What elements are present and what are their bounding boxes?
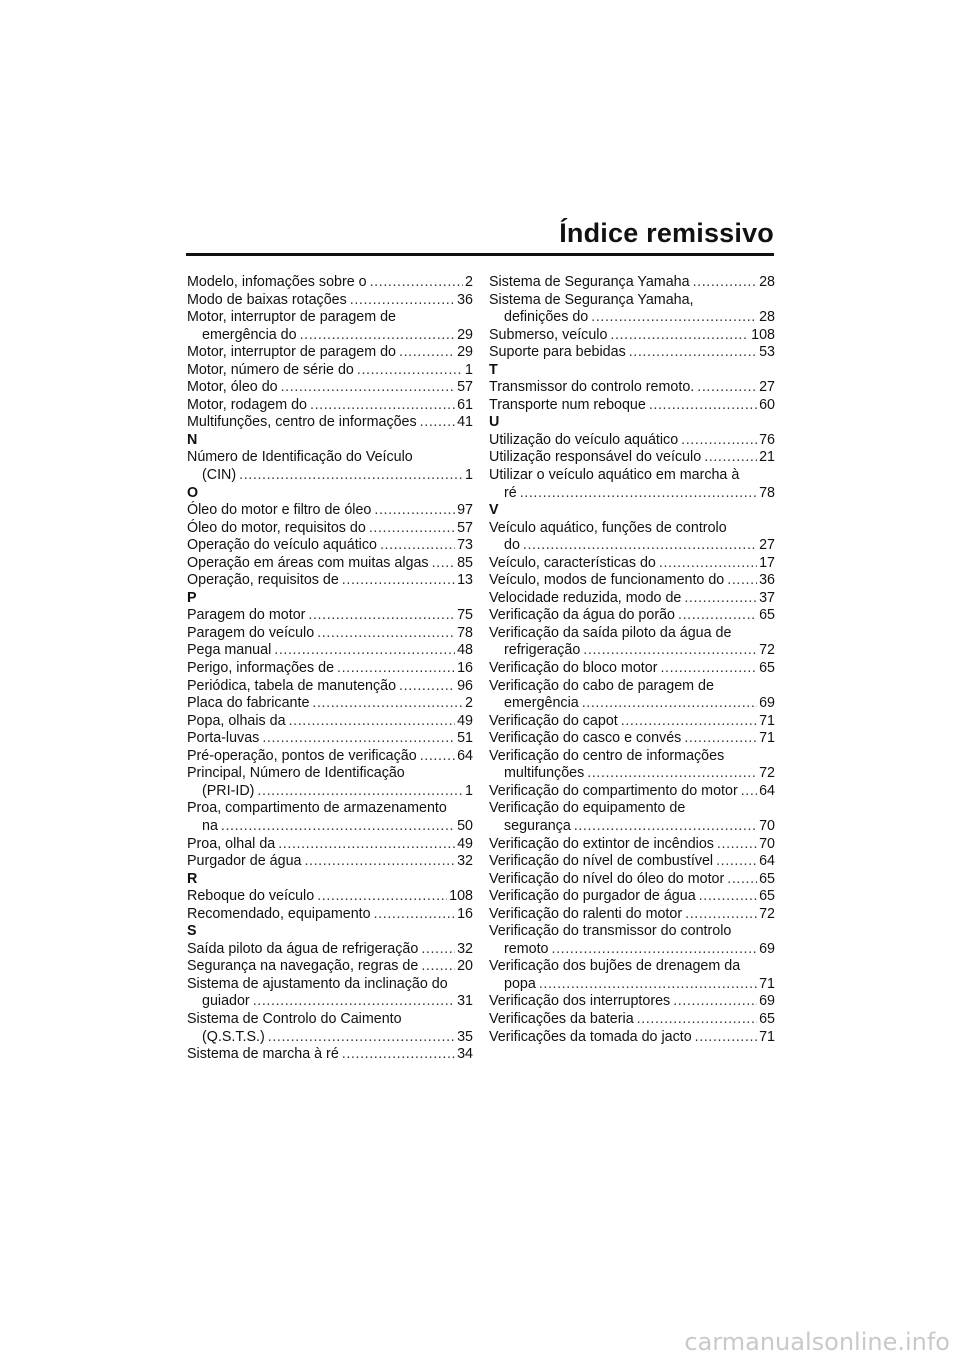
dot-leader (300, 327, 456, 345)
index-entry-text: Verificação do nível de combustível (489, 853, 714, 870)
dot-leader (374, 502, 455, 520)
dot-leader (552, 941, 758, 959)
index-entry (187, 344, 473, 362)
index-entry-page: 69 (759, 695, 775, 712)
index-entry-page: 53 (759, 344, 775, 361)
index-entry-page: 69 (759, 993, 775, 1010)
dot-leader (342, 572, 455, 590)
index-entry-text: definições do (504, 309, 589, 326)
dot-leader (693, 274, 758, 292)
dot-leader (520, 485, 757, 503)
index-letter-heading: S (187, 923, 197, 940)
index-entry (489, 765, 775, 783)
index-entry-text: (CIN) (202, 467, 237, 484)
index-entry-text: Motor, rodagem do (187, 396, 308, 413)
index-entry (489, 906, 775, 924)
index-entry-text: emergência do (202, 326, 297, 343)
page-title: Índice remissivo (559, 218, 774, 248)
dot-leader (421, 941, 455, 959)
index-entry-text: (Q.S.T.S.) (202, 1028, 265, 1045)
index-entry-page: 71 (759, 712, 775, 729)
index-entry-line: Principal, Número de Identificação (187, 765, 405, 782)
index-entry-line: Verificação dos bujões de drenagem da (489, 958, 741, 975)
index-entry-text: Verificação do nível do óleo do motor (489, 870, 725, 887)
index-entry-line: Sistema de ajustamento da inclinação do (187, 975, 448, 992)
dot-leader (716, 853, 757, 871)
index-entry-text: Veículo, características do (489, 554, 656, 571)
index-entry-text: Verificação do ralenti do motor (489, 905, 683, 922)
index-entry-text: Verificações da bateria (489, 1010, 634, 1027)
index-entry-text: remoto (504, 940, 549, 957)
index-entry-text: Verificação do compartimento do motor (489, 782, 738, 799)
index-entry (187, 379, 473, 397)
index-entry (187, 1046, 473, 1064)
index-entry (489, 713, 775, 731)
index-entry-page: 16 (457, 660, 473, 677)
dot-leader (685, 906, 757, 924)
index-entry-page: 1 (465, 467, 473, 484)
dot-leader (704, 449, 757, 467)
index-letter-heading: U (489, 414, 500, 431)
dot-leader (342, 1046, 455, 1064)
index-entry-page: 34 (457, 1046, 473, 1063)
index-entry (489, 1029, 775, 1047)
index-entry-text: Verificação do bloco motor (489, 660, 658, 677)
index-entry-text: Sistema de Segurança Yamaha (489, 274, 690, 290)
dot-leader (310, 397, 455, 415)
index-entry-text: Saída piloto da água de refrigeração (187, 940, 419, 957)
index-entry (489, 1011, 775, 1029)
index-entry-text: refrigeração (504, 642, 581, 659)
dot-leader (421, 958, 455, 976)
dot-leader (317, 625, 455, 643)
index-entry-page: 96 (457, 677, 473, 694)
index-entry (489, 432, 775, 450)
index-entry-text: Transmissor do controlo remoto. (489, 379, 695, 396)
index-entry-page: 2 (465, 274, 473, 290)
index-entry-page: 1 (465, 361, 473, 378)
dot-leader (278, 836, 455, 854)
index-entry (187, 397, 473, 415)
index-entry-text: Modelo, infomações sobre o (187, 274, 367, 290)
index-entry-page: 78 (457, 624, 473, 641)
index-entry-page: 69 (759, 940, 775, 957)
dot-leader (262, 730, 455, 748)
index-entry-text: Veículo, modos de funcionamento do (489, 572, 725, 589)
index-entry-text: Óleo do motor e filtro de óleo (187, 502, 372, 519)
index-entry-line: Motor, interruptor de paragem de (187, 309, 397, 326)
index-entry-text: Motor, interruptor de paragem do (187, 344, 397, 361)
dot-leader (281, 379, 455, 397)
index-entry-page: 35 (457, 1028, 473, 1045)
dot-leader (681, 432, 757, 450)
index-entry (489, 695, 775, 713)
dot-leader (539, 976, 757, 994)
index-entry (187, 537, 473, 555)
index-entry-text: Recomendado, equipamento (187, 905, 371, 922)
index-entry (187, 941, 473, 959)
index-entry (489, 344, 775, 362)
index-entry-page: 65 (759, 660, 775, 677)
index-entry (489, 607, 775, 625)
index-entry-page: 71 (759, 975, 775, 992)
index-entry (489, 818, 775, 836)
index-entry-text: Porta-luvas (187, 730, 260, 747)
dot-leader (582, 695, 757, 713)
dot-leader (574, 818, 757, 836)
watermark: carmanualsonline.info (684, 1328, 950, 1356)
index-entry-text: Verificação dos interruptores (489, 993, 671, 1010)
index-entry-text: Motor, número de série do (187, 361, 354, 378)
index-entry-text: Verificações da tomada do jacto (489, 1028, 692, 1045)
index-entry-page: 70 (759, 817, 775, 834)
index-entry-line: Veículo aquático, funções de controlo (489, 519, 727, 536)
index-entry (187, 853, 473, 871)
dot-leader (289, 713, 456, 731)
index-entry-text: Popa, olhais da (187, 712, 286, 729)
index-entry-line: Proa, compartimento de armazenamento (187, 800, 447, 817)
index-entry (489, 941, 775, 959)
index-entry-text: Purgador de água (187, 853, 302, 870)
index-entry-text: Pré-operação, pontos de verificação (187, 747, 417, 764)
index-entry-page: 51 (457, 730, 473, 747)
index-entry (489, 993, 775, 1011)
index-entry-line: Verificação da saída piloto da água de (489, 624, 732, 641)
index-entry-page: 85 (457, 554, 473, 571)
index-entry-page: 60 (759, 396, 775, 413)
index-entry-page: 29 (457, 344, 473, 361)
index-entry-page: 73 (457, 537, 473, 554)
index-entry-page: 57 (457, 519, 473, 536)
index-entry-text: Operação em áreas com muitas algas (187, 554, 429, 571)
index-entry-page: 70 (759, 835, 775, 852)
dot-leader (380, 537, 455, 555)
dot-leader (684, 590, 757, 608)
dot-leader (621, 713, 757, 731)
dot-leader (420, 414, 455, 432)
index-entry-text: popa (504, 975, 536, 992)
index-entry (187, 414, 473, 432)
dot-leader (239, 467, 463, 485)
index-entry-page: 71 (759, 1028, 775, 1045)
index-entry-page: 17 (759, 554, 775, 571)
index-entry-text: emergência (504, 695, 579, 712)
dot-leader (678, 607, 757, 625)
index-entry (187, 730, 473, 748)
index-entry-page: 49 (457, 712, 473, 729)
index-entry-page: 108 (449, 888, 473, 905)
index-entry-text: Verificação do capot (489, 712, 618, 729)
dot-leader (684, 730, 757, 748)
index-entry-page: 32 (457, 940, 473, 957)
index-entry-text: Verificação do casco e convés (489, 730, 682, 747)
index-entry-text: Modo de baixas rotações (187, 291, 347, 308)
dot-leader (253, 993, 455, 1011)
index-entry-page: 29 (457, 326, 473, 343)
dot-leader (727, 572, 757, 590)
dot-leader (660, 660, 757, 678)
index-entry-page: 64 (759, 782, 775, 799)
dot-leader (399, 678, 455, 696)
index-entry-text: (PRI-ID) (202, 782, 255, 799)
dot-leader (649, 397, 757, 415)
index-entry-page: 21 (759, 449, 775, 466)
index-entry (489, 783, 775, 801)
dot-leader (727, 871, 757, 889)
title-rule (186, 253, 774, 256)
index-entry-page: 16 (457, 905, 473, 922)
dot-leader (350, 292, 455, 310)
index-entry-page: 72 (759, 905, 775, 922)
index-entry (489, 642, 775, 660)
dot-leader (587, 765, 757, 783)
index-entry-text: Reboque do veículo (187, 888, 315, 905)
index-entry-text: do (504, 537, 520, 554)
index-entry-text: Paragem do veículo (187, 624, 315, 641)
index-entry-page: 65 (759, 607, 775, 624)
index-entry (187, 625, 473, 643)
index-entry-page: 97 (457, 502, 473, 519)
index-entry (187, 783, 473, 801)
index-entry (489, 590, 775, 608)
index-entry-text: Verificação do purgador de água (489, 888, 696, 905)
dot-leader (257, 783, 463, 801)
dot-leader (637, 1011, 757, 1029)
dot-leader (583, 642, 757, 660)
index-entry (489, 327, 775, 345)
index-entry-page: 13 (457, 572, 473, 589)
index-entry-line: Verificação do centro de informações (489, 747, 725, 764)
index-letter-heading: P (187, 589, 197, 606)
index-entry-text: Transporte num reboque (489, 396, 646, 413)
dot-leader (374, 906, 455, 924)
index-entry-text: Suporte para bebidas (489, 344, 626, 361)
index-entry-page: 108 (751, 326, 775, 343)
index-letter-heading: N (187, 431, 198, 448)
index-entry-text: Verificação do extintor de incêndios (489, 835, 714, 852)
index-entry (187, 958, 473, 976)
index-entry-text: Operação, requisitos de (187, 572, 339, 589)
index-entry (187, 502, 473, 520)
index-entry-page: 72 (759, 642, 775, 659)
dot-leader (221, 818, 455, 836)
index-entry (489, 730, 775, 748)
index-entry-line: Número de Identificação do Veículo (187, 449, 413, 466)
index-entry (187, 906, 473, 924)
index-letter-heading: O (187, 484, 199, 501)
index-entry-page: 36 (457, 291, 473, 308)
index-entry (489, 976, 775, 994)
index-entry (489, 888, 775, 906)
index-entry-text: Paragem do motor (187, 607, 306, 624)
dot-leader (312, 695, 463, 713)
index-letter-heading: R (187, 870, 198, 887)
index-entry-page: 49 (457, 835, 473, 852)
index-entry-text: Óleo do motor, requisitos do (187, 519, 366, 536)
index-entry-page: 76 (759, 431, 775, 448)
index-entry-text: segurança (504, 817, 571, 834)
index-entry (489, 555, 775, 573)
dot-leader (673, 993, 757, 1011)
index-entry-page: 27 (759, 379, 775, 396)
index-letter-heading: T (489, 361, 498, 378)
index-entry-line: Verificação do transmissor do controlo (489, 923, 732, 940)
index-entry-text: Operação do veículo aquático (187, 537, 377, 554)
index-entry-page: 36 (759, 572, 775, 589)
index-entry-page: 28 (759, 309, 775, 326)
dot-leader (717, 836, 757, 854)
dot-leader (399, 344, 455, 362)
index-entry-page: 61 (457, 396, 473, 413)
index-entry-text: Utilização do veículo aquático (489, 431, 679, 448)
index-entry-page: 28 (759, 274, 775, 290)
index-entry-text: Submerso, veículo (489, 326, 608, 343)
index-entry-text: Sistema de marcha à ré (187, 1046, 339, 1063)
dot-leader (591, 309, 757, 327)
index-entry (187, 607, 473, 625)
index-entry-text: Multifunções, centro de informações (187, 414, 417, 431)
dot-leader (274, 642, 455, 660)
index-entry (187, 362, 473, 380)
index-entry (187, 555, 473, 573)
index-entry-page: 2 (465, 695, 473, 712)
index-entry (187, 993, 473, 1011)
index-entry-line: Utilizar o veículo aquático em marcha à (489, 467, 740, 484)
dot-leader (432, 555, 456, 573)
index-entry-text: na (202, 817, 218, 834)
index-entry-page: 48 (457, 642, 473, 659)
dot-leader (697, 379, 757, 397)
index-entry-page: 78 (759, 484, 775, 501)
index-entry (489, 274, 775, 292)
index-entry-text: Perigo, informações de (187, 660, 335, 677)
dot-leader (523, 537, 757, 555)
index-entry-page: 20 (457, 958, 473, 975)
index-entry-page: 32 (457, 853, 473, 870)
dot-leader (357, 362, 463, 380)
dot-leader (610, 327, 749, 345)
dot-leader (741, 783, 757, 801)
index-entry (187, 467, 473, 485)
index-entry (187, 642, 473, 660)
index-entry (187, 660, 473, 678)
index-entry-page: 65 (759, 1010, 775, 1027)
dot-leader (308, 607, 455, 625)
index-entry-page: 65 (759, 888, 775, 905)
index-entry-page: 37 (759, 589, 775, 606)
index-entry (187, 818, 473, 836)
index-entry (187, 327, 473, 345)
index-entry-line: Verificação do equipamento de (489, 800, 686, 817)
dot-leader (304, 853, 455, 871)
index-entry-page: 64 (457, 747, 473, 764)
index-entry-text: Utilização responsável do veículo (489, 449, 702, 466)
index-entry (489, 836, 775, 854)
index-entry (187, 1029, 473, 1047)
index-entry (489, 537, 775, 555)
index-entry (489, 871, 775, 889)
dot-leader (317, 888, 447, 906)
index-entry-page: 27 (759, 537, 775, 554)
index-entry-text: Motor, óleo do (187, 379, 278, 396)
index-entry (489, 449, 775, 467)
index-entry-line: Sistema de Segurança Yamaha, (489, 291, 694, 308)
dot-leader (699, 888, 757, 906)
index-entry (187, 836, 473, 854)
index-entry (187, 678, 473, 696)
index-entry (489, 660, 775, 678)
index-entry (489, 309, 775, 327)
index-entry-page: 64 (759, 853, 775, 870)
index-entry (187, 748, 473, 766)
index-entry-text: Placa do fabricante (187, 695, 310, 712)
index-entry-text: multifunções (504, 765, 585, 782)
index-entry (187, 572, 473, 590)
dot-leader (370, 274, 463, 292)
index-entry-text: ré (504, 484, 517, 501)
index-entry (489, 485, 775, 503)
index-entry (187, 713, 473, 731)
index-entry-text: Pega manual (187, 642, 272, 659)
index-entry-page: 50 (457, 817, 473, 834)
dot-leader (420, 748, 455, 766)
index-entry (187, 695, 473, 713)
index-entry-page: 71 (759, 730, 775, 747)
dot-leader (629, 344, 757, 362)
dot-leader (369, 520, 455, 538)
index-column-right (489, 274, 775, 1046)
index-entry-text: Proa, olhal da (187, 835, 276, 852)
index-entry-page: 1 (465, 782, 473, 799)
index-entry-page: 57 (457, 379, 473, 396)
index-entry (489, 853, 775, 871)
index-entry (489, 397, 775, 415)
index-column-left (187, 274, 473, 1064)
index-entry-text: Velocidade reduzida, modo de (489, 589, 682, 606)
index-entry-text: Verificação da água do porão (489, 607, 675, 624)
index-entry-line: Sistema de Controlo do Caimento (187, 1010, 402, 1027)
index-entry (489, 379, 775, 397)
dot-leader (268, 1029, 455, 1047)
index-entry (489, 572, 775, 590)
index-entry-page: 65 (759, 870, 775, 887)
index-entry-line: Verificação do cabo de paragem de (489, 677, 714, 694)
index-entry (187, 520, 473, 538)
index-entry-text: guiador (202, 993, 250, 1010)
index-entry-text: Periódica, tabela de manutenção (187, 677, 397, 694)
index-entry (187, 292, 473, 310)
dot-leader (659, 555, 757, 573)
index-entry (187, 274, 473, 292)
index-letter-heading: V (489, 502, 499, 519)
dot-leader (695, 1029, 757, 1047)
index-entry-page: 31 (457, 993, 473, 1010)
index-entry-page: 72 (759, 765, 775, 782)
index-entry (187, 888, 473, 906)
index-entry-page: 75 (457, 607, 473, 624)
dot-leader (337, 660, 455, 678)
index-entry-page: 41 (457, 414, 473, 431)
index-entry-text: Segurança na navegação, regras de (187, 958, 419, 975)
